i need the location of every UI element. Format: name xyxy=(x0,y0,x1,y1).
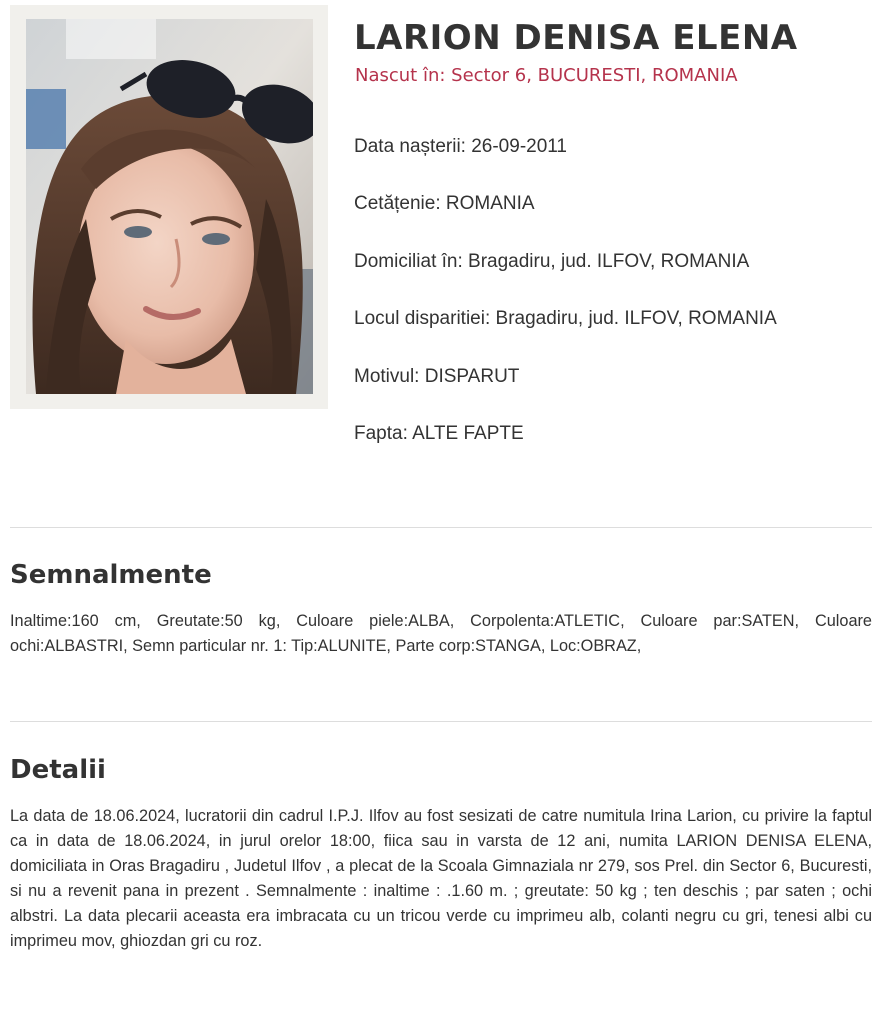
section-divider xyxy=(10,527,872,528)
photo-frame xyxy=(10,5,328,409)
section-divider xyxy=(10,721,872,722)
birth-place: Nascut în: Sector 6, BUCURESTI, ROMANIA xyxy=(355,65,738,86)
detalii-text: La data de 18.06.2024, lucratorii din cadrul I.P.J. Ilfov au fost sesizati de catre numitula Irina Larion, cu privire la faptul ca in data de 18.06.2024, in jurul orelor 18:00, fiica sau in varsta de 12 ani, numita LARION DENISA ELENA, domiciliata in Oras Bragadiru , Judetul Ilfov , a plecat de la Scoala Gimnaziala nr 279, sos Prel. din Sector 6, Bucuresti, si nu a revenit pana in prezent . Semnalmente : inaltime : .1.60 m. ; greutate: 50 kg ; ten deschis ; par saten ; ochi albstri. La data plecarii aceasta era imbracata cu un tricou verde cu imprimeu alb, colanti negru cu gri, tenesi albi cu imprimeu mov, ghiozdan gri cu roz. xyxy=(10,807,872,950)
fact-residence: Domiciliat în: Bragadiru, jud. ILFOV, ROMANIA xyxy=(354,251,750,272)
person-name: LARION DENISA ELENA xyxy=(354,18,798,58)
detalii-heading: Detalii xyxy=(10,755,106,785)
person-photo xyxy=(26,19,313,394)
semnalmente-text: Inaltime:160 cm, Greutate:50 kg, Culoare piele:ALBA, Corpolenta:ATLETIC, Culoare par:SATEN, Culoare ochi:ALBASTRI, Semn particular nr. 1: Tip:ALUNITE, Parte corp:STANGA, Loc:OBRAZ, xyxy=(10,612,872,655)
fact-citizenship: Cetățenie: ROMANIA xyxy=(354,193,535,214)
fact-reason: Motivul: DISPARUT xyxy=(354,366,520,387)
fact-birth-date: Data nașterii: 26-09-2011 xyxy=(354,136,567,157)
fact-disappearance-place: Locul disparitiei: Bragadiru, jud. ILFOV, ROMANIA xyxy=(354,308,777,329)
fact-deed: Fapta: ALTE FAPTE xyxy=(354,423,524,444)
semnalmente-heading: Semnalmente xyxy=(10,560,212,590)
